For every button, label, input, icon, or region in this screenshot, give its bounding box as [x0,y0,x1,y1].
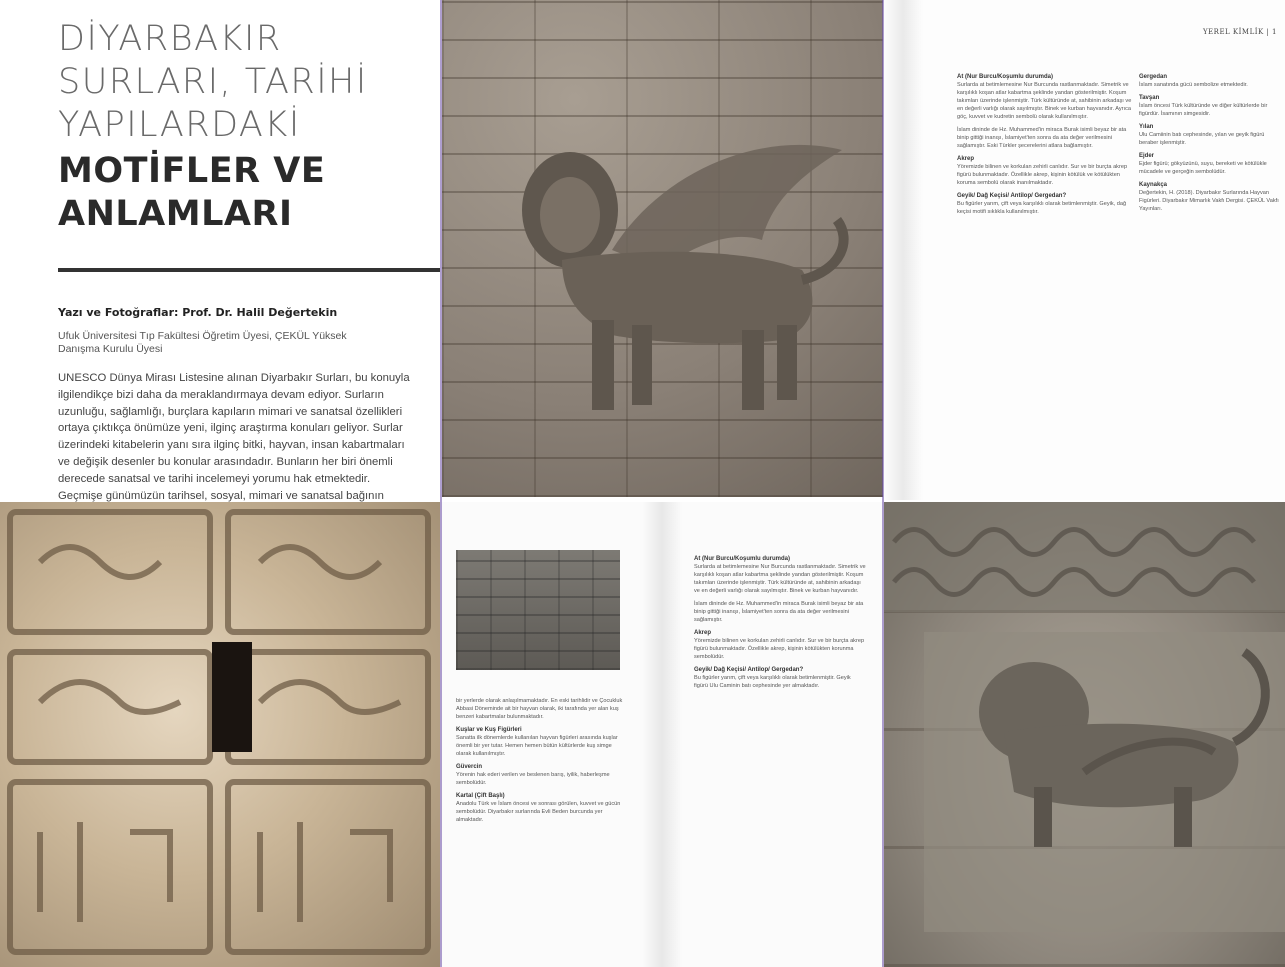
section-heading: Kaynakça [1139,182,1168,188]
lion-relief-shape [442,0,883,497]
lion-relief-photo [442,0,883,497]
page-gutter [883,0,923,500]
section-text: Sanatta ilk dönemlerde kullanılan hayvan figürleri arasında kuşlar önemli bir yer tutar. Hemen hemen bütün kültürlerde kuş simge olarak kullanılmıştır. [456,735,618,757]
section-heading: Akrep [957,156,975,162]
spread-bottom-right-column [694,550,866,965]
article-author: Yazı ve Fotoğraflar: Prof. Dr. Halil Değertekin [58,306,338,319]
section-heading: Kuşlar ve Kuş Figürleri [456,727,522,733]
article-title-light: DİYARBAKIR SURLARI, TARİHİ YAPILARDAKİ [58,19,368,145]
author-affiliation: Ufuk Üniversitesi Tıp Fakültesi Öğretim Üyesi, ÇEKÜL Yüksek Danışma Kurulu Üyesi [58,330,347,355]
section-heading: At (Nur Burcu/Koşumlu durumda) [694,556,790,562]
relief-pattern [0,502,440,967]
animal-relief-photo [884,502,1285,967]
title-page [0,0,440,500]
section-text: Değertekin, H. (2018). Diyarbakır Surlarında Hayvan Figürleri. Diyarbakır Mimarlık Vakfı Dergisi. ÇEKÜL Vakfı Yayınları. [1139,190,1279,212]
section-text: Yöremizde bilinen ve korkulan zehirli canlıdır. Sur ve bir burçta akrep figürü bulunmaktadır. Özellikle akrep, kişinin kötülük ve kötülükten koruma sembolü olarak inanılmaktadır. [957,164,1128,186]
section-heading: Kartal (Çift Başlı) [456,793,505,799]
section-heading: Yılan [1139,124,1154,130]
section-text: İslam dininde de Hz. Muhammed'in miraca Burak isimli beyaz bir ata binip gittiği inanışı, İslamiyet'ten sonra da ata değer verilmesini sağlamıştır. [694,601,864,623]
section-text: Anadolu Türk ve İslam öncesi ve sonrası görülen, kuvvet ve gücün sembolüdür. Diyarbakır surlarında Evli Beden burcunda yer almaktadır. [456,801,621,823]
section-heading: Akrep [694,630,712,636]
spread-right-column-2 [1139,68,1281,468]
section-text: Ulu Camiinin batı cephesinde, yılan ve geyik figürü beraber işlenmiştir. [1139,132,1265,146]
spread-right-column-1 [957,68,1132,468]
section-heading: Gergedan [1139,74,1168,80]
section-text: İslam sanatında gücü sembolize etmektedir. [1139,82,1248,88]
wall-photo-small [456,550,620,670]
section-heading: Ejder [1139,153,1155,159]
section-heading: Güvercin [456,764,483,770]
section-text: İslam öncesi Türk kültüründe ve diğer kültürlerde bir figürdür. İsamının simgesidir. [1139,103,1268,117]
section-heading: Geyik/ Dağ Keçisi/ Antilop/ Gergedan? [957,193,1067,199]
section-heading: At (Nur Burcu/Koşumlu durumda) [957,74,1053,80]
section-heading: Geyik/ Dağ Keçisi/ Antilop/ Gergedan? [694,667,804,673]
article-intro: UNESCO Dünya Mirası Listesine alınan Diyarbakır Surları, bu konuyla ilgilendikçe bizi daha da meraklandırmaya devam ediyor. Surların uzunluğu, sağlamlığı, burçlara kapıların mimari ve sanatsal özellikleri ortaya çıktıkça önümüze yeni, ilginç araştırma konuları geliyor. Surlar üzerindeki kitabelerin yanı sıra ilginç bitki, hayvan, insan kabartmaları ve değişik desenler bu konular arasındadır. Bunların her biri önemli derecede sanatsal ve tarihi incelemeyi yorumu hak etmektedir. Geçmişe günümüzün tarihsel, sosyal, mimari ve sanatsal bağının [58,372,410,502]
tile-divider [882,0,884,967]
spread-bottom-left-column [456,697,626,967]
section-text: Bu figürler yarım, çift veya karşılıklı olarak betimlenmiştir. Geyik, dağ keçisi motifi sıklıkla kullanılmıştır. [957,201,1127,215]
section-text: Ejder figürü; gökyüzünü, suyu, bereketi ve kötülükle mücadele ve gerçeğin sembolüdür. [1139,161,1267,175]
title-divider [58,268,440,272]
carved-relief-photo [0,502,440,967]
section-text: Surlarda at betimlemesine Nur Burcunda rastlanmaktadır. Simetrik ve karşılıklı koşan atlar kabartma şeklinde yandan gösterilmiştir. Koşum takımları üzerinde işlenmiştir. Türk kültüründe at, sahibinin arkadaşı ve en değerli varlığı olarak sayılmıştır. Binek ve kurban hayvanıdır. [694,564,866,594]
section-heading: Tavşan [1139,95,1160,101]
article-title-bold: MOTİFLER VE ANLAMLARI [58,151,326,234]
spread-bottom [440,502,884,967]
page-gutter [642,502,682,967]
tile-divider [440,0,442,967]
section-text: Bu figürler yarım, çift veya karşılıklı olarak betimlenmiştir. Geyik figürü Ulu Caminin batı cephesinde yer almaktadır. [694,675,851,689]
section-text: Yöremizde bilinen ve korkulan zehirli canlıdır. Sur ve bir burçta akrep figürü bulunmaktadır. Özellikle akrep, kişinin kötülükten korunma sembolüdür. [694,638,865,660]
section-text: İslam dininde de Hz. Muhammed'in miraca Burak isimli beyaz bir ata binip gittiği inanışı, İslamiyet'ten sonra da ata değer verilmesini sağlamıştır. Eski Türkler şecerelerini atlara bağlamıştır. [957,127,1127,149]
animal-relief-shape [884,502,1285,967]
running-head: YEREL KİMLİK | 1 [1202,28,1277,36]
section-text: bir yerlerde olarak anlaşılmamaktadır. En eski tarihlidir ve Çocukluk Abbasi Döneminde ait bir hayvan olarak, iki tarafında yer alan kuş benzeri kabartmalar bulunmaktadır. [456,698,623,720]
section-text: Surlarda at betimlemesine Nur Burcunda rastlanmaktadır. Simetrik ve karşılıklı koşan atlar kabartma şeklinde yandan gösterilmiştir. Koşum takımları üzerinde işlenmiştir. Türk kültüründe at, sahibinin arkadaşı ve en değerli varlığı olarak sayılmıştır. Binek ve kurban hayvanıdır. Ayrıca göç, kuvvet ve kudretin sembolü olarak kullanılmıştır. [957,82,1132,120]
section-text: Yörenin hak ederi verilen ve beslenen barış, iyilik, haberleşme sembolüdür. [456,772,610,786]
spread-right-page [883,0,1285,500]
